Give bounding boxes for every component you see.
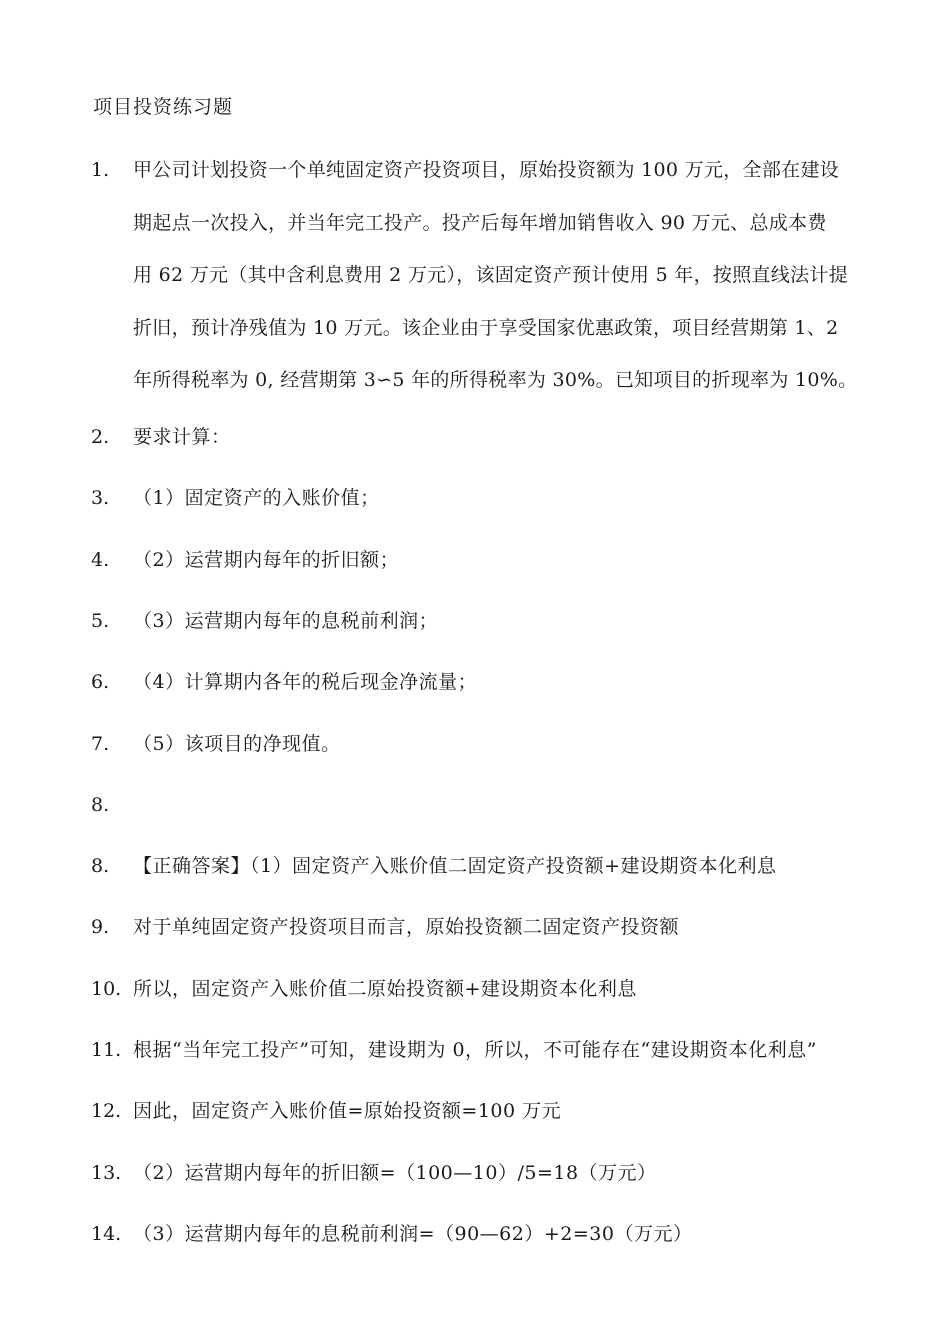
list-number: 5. [91, 610, 110, 632]
list-text: 【正确答案】（1）固定资产入账价值二固定资产投资额+建设期资本化利息 [133, 855, 777, 877]
list-text: （4）计算期内各年的税后现金净流量； [133, 671, 478, 693]
list-text: 要求计算： [133, 426, 231, 448]
list-text: （2）运营期内每年的折旧额； [133, 549, 400, 571]
list-text: （3）运营期内每年的息税前利润=（90—62）+2=30（万元） [133, 1223, 693, 1245]
list-number: 1. [91, 159, 110, 181]
list-number: 2. [91, 426, 110, 448]
paragraph-line: 年所得税率为 0, 经营期第 3∽5 年的所得税率为 30%。已知项目的折现率为 10%。 [133, 369, 858, 392]
list-text: 因此，固定资产入账价值=原始投资额=100 万元 [133, 1100, 562, 1122]
list-number: 11. [91, 1039, 122, 1061]
list-number: 12. [91, 1100, 122, 1122]
list-number: 8. [91, 855, 110, 877]
list-number: 6. [91, 671, 110, 693]
list-number: 14. [91, 1223, 122, 1245]
list-number: 9. [91, 916, 110, 938]
list-number: 10. [91, 978, 122, 1000]
list-text: 所以，固定资产入账价值二原始投资额+建设期资本化利息 [133, 978, 637, 1000]
list-text: （2）运营期内每年的折旧额=（100—10）/5=18（万元） [133, 1162, 657, 1184]
list-text: 对于单纯固定资产投资项目而言，原始投资额二固定资产投资额 [133, 916, 680, 938]
paragraph-line: 折旧，预计净残值为 10 万元。该企业由于享受国家优惠政策，项目经营期第 1、2 [133, 316, 839, 339]
list-text: 根据“当年完工投产”可知，建设期为 0，所以，不可能存在“建设期资本化利息” [133, 1039, 817, 1061]
paragraph-line: 用 62 万元（其中含利息费用 2 万元），该固定资产预计使用 5 年，按照直线法计提 [133, 264, 848, 287]
paragraph-body [133, 157, 873, 420]
paragraph-line: 期起点一次投入，并当年完工投产。投产后每年增加销售收入 90 万元、总成本费 [133, 211, 827, 234]
list-number: 3. [91, 487, 110, 509]
list-text: （3）运营期内每年的息税前利润； [133, 610, 439, 632]
list-text: （5）该项目的净现值。 [133, 733, 341, 755]
list-text: （1）固定资产的入账价值； [133, 487, 380, 509]
paragraph-line: 甲公司计划投资一个单纯固定资产投资项目，原始投资额为 100 万元，全部在建设 [133, 159, 840, 181]
list-number: 13. [91, 1162, 122, 1184]
document-title: 项目投资练习题 [93, 96, 234, 118]
list-number: 8. [91, 794, 110, 816]
list-number: 4. [91, 549, 110, 571]
list-number: 7. [91, 733, 110, 755]
